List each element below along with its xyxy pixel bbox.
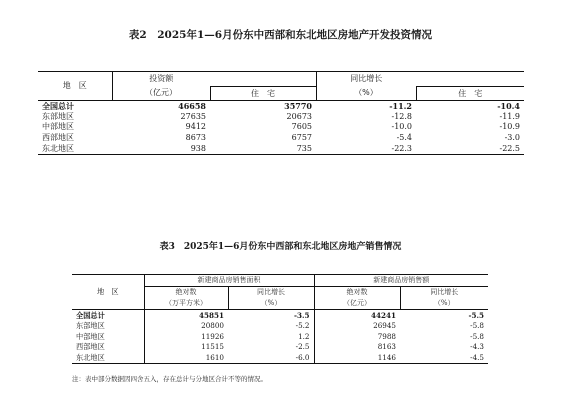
table2-row bbox=[38, 133, 524, 144]
table2-yoy: -10.0 bbox=[391, 122, 412, 132]
table3-area: 1610 bbox=[144, 352, 228, 363]
table2-investment: 27635 bbox=[180, 111, 206, 121]
table3-title: 表3 2025年1—6月份东中西部和东北地区房地产销售情况 bbox=[159, 242, 402, 252]
table3-region: 中部地区 bbox=[76, 331, 105, 341]
table2-row bbox=[38, 112, 524, 123]
table2-header-yoy-residential: 住 宅 bbox=[416, 87, 524, 101]
table2-yoy-residential: -11.9 bbox=[499, 111, 520, 121]
table2-header-investment-unit: （亿元） bbox=[112, 87, 210, 101]
table2-yoy: -11.2 bbox=[389, 101, 412, 112]
table2-header-yoy-unit: （%） bbox=[316, 87, 416, 101]
table3-region: 东部地区 bbox=[76, 321, 105, 331]
table2-residential: 6757 bbox=[291, 133, 312, 143]
table3-sales: 26945 bbox=[314, 321, 400, 332]
table2-region: 中部地区 bbox=[42, 122, 74, 132]
table3-header-sales-yoy-unit: （%） bbox=[400, 298, 488, 310]
table3-region: 全国总计 bbox=[76, 310, 105, 320]
table2-region: 全国总计 bbox=[42, 101, 74, 112]
table2-title: 表2 2025年1—6月份东中西部和东北地区房地产开发投资情况 bbox=[128, 29, 433, 41]
table3-sales: 44241 bbox=[314, 310, 400, 321]
table2-region: 东部地区 bbox=[42, 111, 74, 121]
table3-area-yoy: -5.2 bbox=[295, 321, 310, 331]
table3-sales: 1146 bbox=[314, 352, 400, 363]
table2-header-yoy: 同比增长 bbox=[316, 72, 416, 87]
table3-header-area-group: 新建商品房销售面积 bbox=[144, 275, 314, 287]
table3-sales: 8163 bbox=[314, 342, 400, 353]
table3-row bbox=[72, 342, 488, 353]
table3-header-sales-group: 新建商品房销售额 bbox=[314, 275, 488, 287]
table3-region: 西部地区 bbox=[76, 342, 105, 352]
table3-sales-yoy: -5.5 bbox=[468, 310, 484, 320]
table2-yoy-residential: -10.4 bbox=[497, 101, 520, 112]
table2-header-residential: 住 宅 bbox=[210, 87, 316, 101]
table3-area: 11515 bbox=[144, 342, 228, 353]
table2-yoy-residential: -3.0 bbox=[504, 133, 520, 143]
table3-area: 45851 bbox=[144, 310, 228, 321]
table2-header-yoy-blank bbox=[416, 72, 524, 87]
table2-row bbox=[38, 101, 524, 112]
table2-residential: 7605 bbox=[291, 122, 312, 132]
table2-yoy-residential: -10.9 bbox=[499, 122, 520, 132]
table2-residential: 35770 bbox=[284, 101, 312, 112]
table2-yoy: -12.8 bbox=[391, 111, 412, 121]
table2-investment: 46658 bbox=[178, 101, 206, 112]
table3-header-area-yoy: 同比增长 bbox=[228, 287, 314, 299]
table3-sales bbox=[72, 274, 488, 364]
table3-header-region: 地 区 bbox=[72, 275, 144, 310]
table2-row bbox=[38, 122, 524, 133]
table3-row bbox=[72, 310, 488, 321]
table3-row bbox=[72, 352, 488, 363]
table2-yoy-residential: -22.5 bbox=[416, 143, 524, 154]
table2-region: 东北地区 bbox=[38, 143, 112, 154]
table3-note: 注：表中部分数据因四舍五入，存在总计与分地区合计不等的情况。 bbox=[72, 375, 267, 383]
table2-header-investment-blank bbox=[210, 72, 316, 87]
table3-row bbox=[72, 321, 488, 332]
table3-area-yoy: -2.5 bbox=[295, 342, 310, 352]
table2-investment bbox=[38, 71, 524, 155]
table2-residential: 20673 bbox=[286, 111, 312, 121]
table3-header-area-abs: 绝对数 bbox=[144, 287, 228, 299]
table3-area-yoy: -6.0 bbox=[228, 352, 314, 363]
table2-header-investment: 投资额 bbox=[112, 72, 210, 87]
table2-region: 西部地区 bbox=[42, 133, 74, 143]
table3-sales-yoy: -5.8 bbox=[470, 331, 484, 341]
table3-area-yoy: 1.2 bbox=[298, 331, 310, 341]
table3-row bbox=[72, 331, 488, 342]
table2-yoy: -5.4 bbox=[396, 133, 412, 143]
table3-area-yoy: -3.5 bbox=[294, 310, 310, 320]
table3-sales-yoy: -4.3 bbox=[470, 342, 484, 352]
table3-region: 东北地区 bbox=[72, 352, 144, 363]
table2-row bbox=[38, 143, 524, 154]
table3-header-area-unit: （万平方米） bbox=[144, 298, 228, 310]
table3-header-sales-yoy: 同比增长 bbox=[400, 287, 488, 299]
table3-area: 20800 bbox=[144, 321, 228, 332]
table3-header-area-yoy-unit: （%） bbox=[228, 298, 314, 310]
table3-area: 11926 bbox=[144, 331, 228, 342]
table2-yoy: -22.3 bbox=[316, 143, 416, 154]
table2-investment: 8673 bbox=[185, 133, 206, 143]
table2-investment: 9412 bbox=[185, 122, 206, 132]
table2-investment: 938 bbox=[112, 143, 210, 154]
table2-residential: 735 bbox=[210, 143, 316, 154]
table2-header-region: 地 区 bbox=[38, 72, 112, 101]
table3-header-sales-unit: （亿元） bbox=[314, 298, 400, 310]
table3-header-sales-abs: 绝对数 bbox=[314, 287, 400, 299]
table3-sales-yoy: -5.8 bbox=[470, 321, 484, 331]
table3-sales-yoy: -4.5 bbox=[400, 352, 488, 363]
table3-sales: 7988 bbox=[314, 331, 400, 342]
